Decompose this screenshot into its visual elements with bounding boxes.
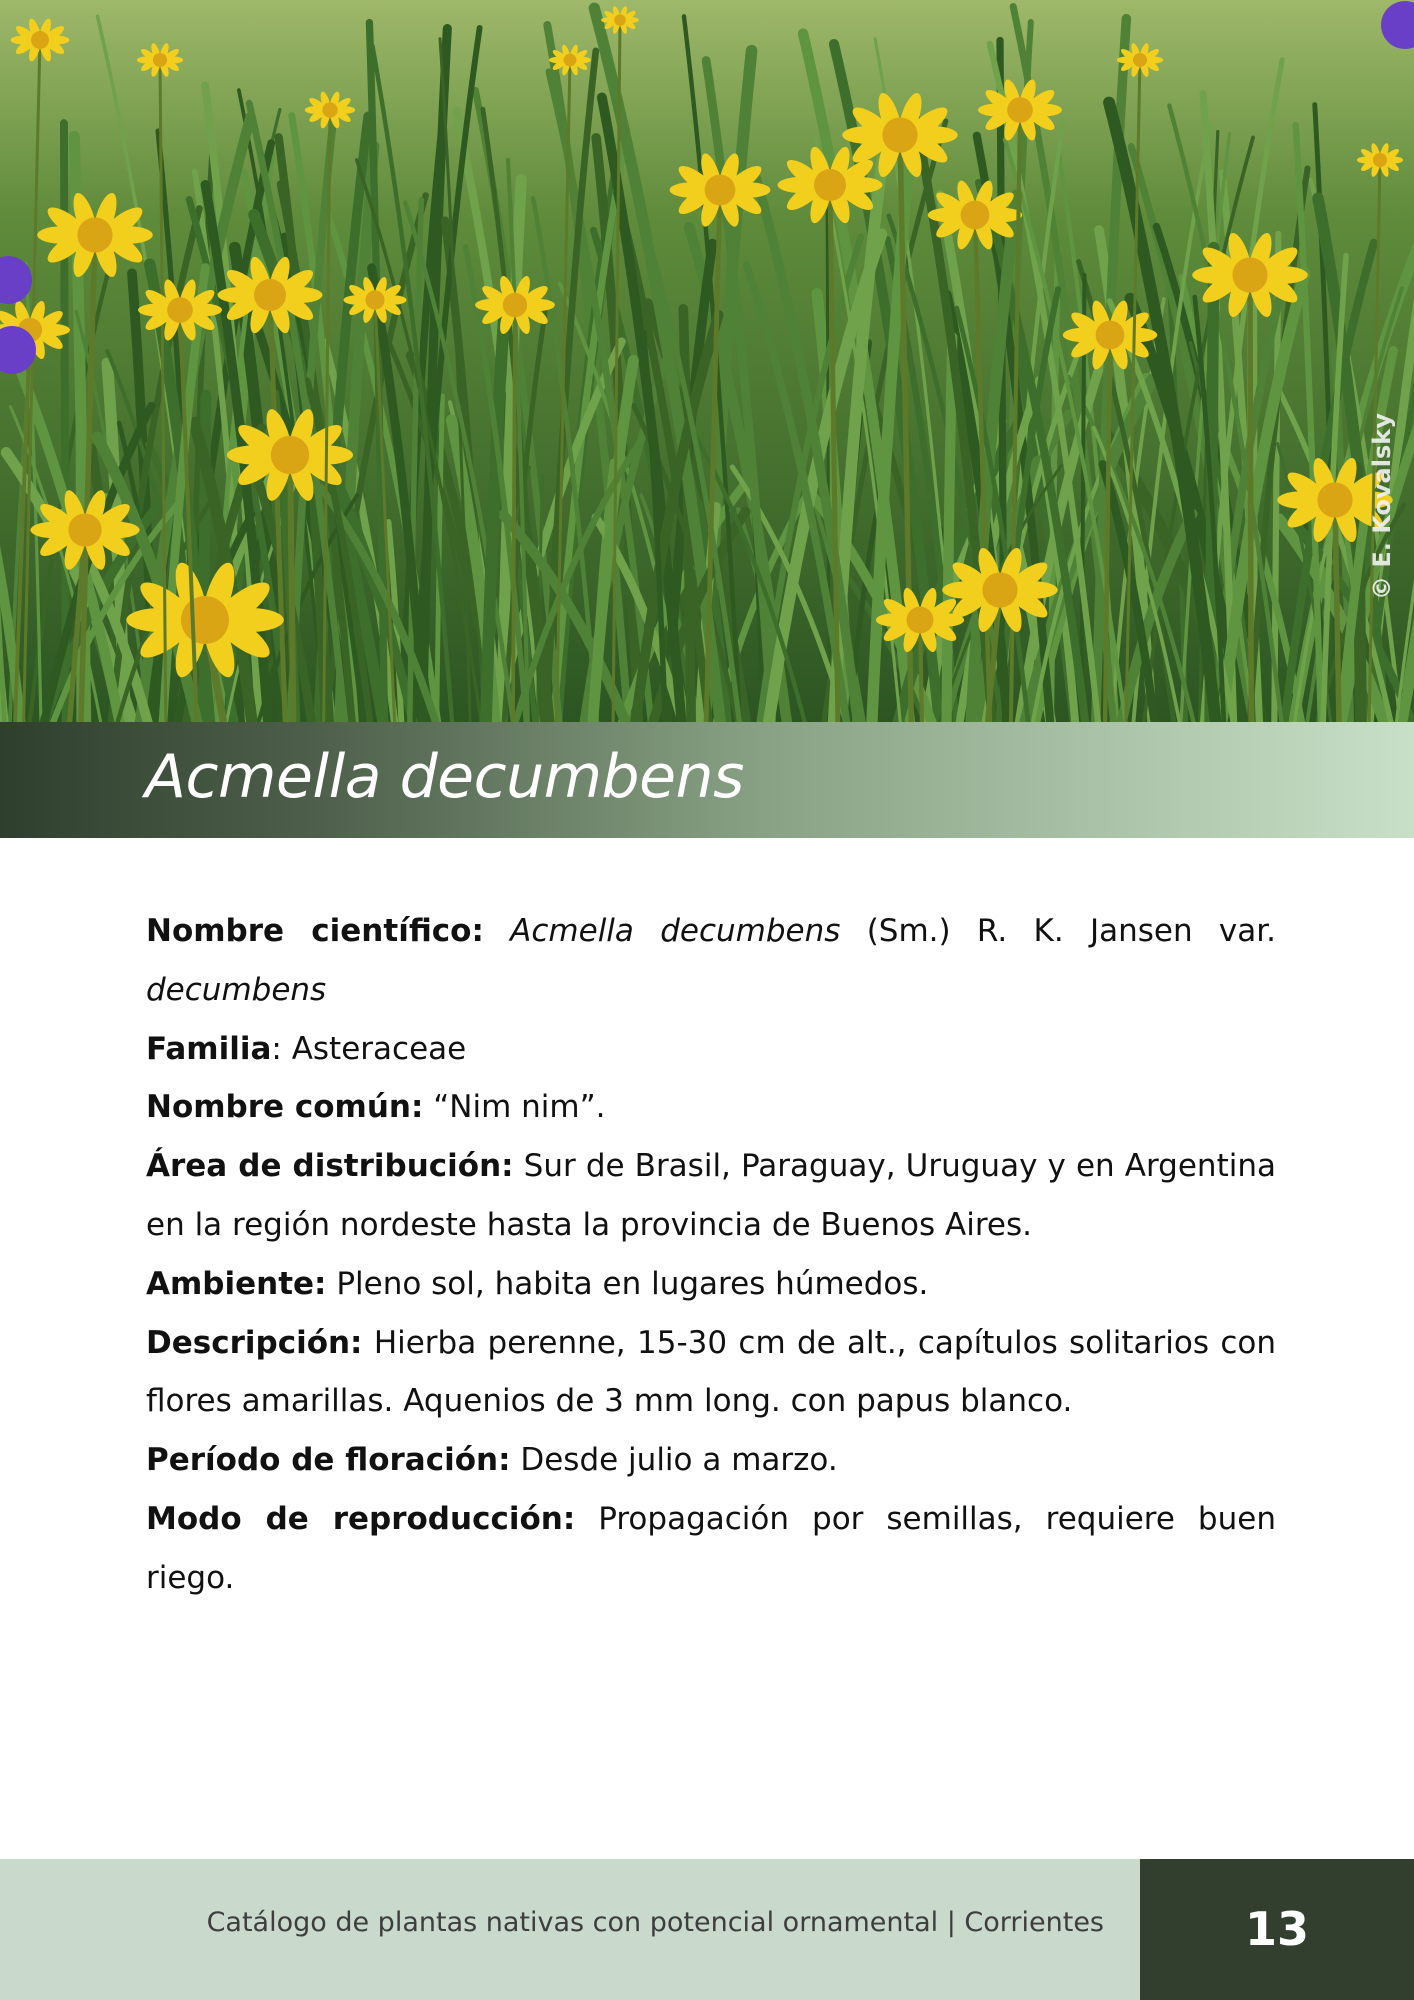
- family-line: Familia: Asteraceae: [146, 1030, 467, 1067]
- scientific-name-label: Nombre científico:: [146, 913, 484, 949]
- page-title: Acmella decumbens: [145, 742, 744, 812]
- family-value: Asteraceae: [291, 1030, 467, 1067]
- distribution-value: Sur de Brasil, Paraguay, Uruguay y en Argentina en la región nordeste hasta la provincia de Buenos Aires.: [146, 1148, 1276, 1243]
- scientific-name-variety: decumbens: [146, 971, 327, 1008]
- common-name-line: [146, 1078, 1276, 1137]
- photo-illustration: [0, 0, 1414, 722]
- description-line: [146, 1314, 1276, 1432]
- environment-label: Ambiente:: [146, 1265, 327, 1302]
- description-label: Descripción:: [146, 1324, 363, 1361]
- scientific-name-line: [146, 902, 1276, 1020]
- scientific-name-author: (Sm.) R. K. Jansen var.: [866, 913, 1277, 949]
- distribution-label: Área de distribución:: [146, 1148, 514, 1185]
- family-label: Familia: [146, 1030, 272, 1067]
- distribution-line: [146, 1137, 1276, 1255]
- reproduction-line: [146, 1490, 1276, 1608]
- photo-credit: © E. Kovalsky: [1368, 413, 1396, 600]
- plant-photo: [0, 0, 1414, 722]
- flowering-value: Desde julio a marzo.: [520, 1442, 838, 1479]
- page-number: 13: [1140, 1859, 1414, 2000]
- description-value: Hierba perenne, 15-30 cm de alt., capítulos solitarios con flores amarillas. Aquenios de 3 mm long. con papus blanco.: [146, 1324, 1277, 1420]
- reproduction-label: Modo de reproducción:: [146, 1500, 576, 1537]
- flowering-line: [146, 1431, 1276, 1490]
- common-name-value: “Nim nim”.: [433, 1089, 606, 1126]
- reproduction-value: Propagación por semillas, requiere buen riego.: [146, 1500, 1276, 1596]
- scientific-name-genus: Acmella decumbens: [510, 913, 841, 949]
- common-name-label: Nombre común:: [146, 1089, 424, 1126]
- title-band: [0, 722, 1414, 838]
- species-info: [146, 902, 1276, 1608]
- environment-value: Pleno sol, habita en lugares húmedos.: [336, 1265, 929, 1302]
- footer-text: Catálogo de plantas nativas con potencial ornamental | Corrientes: [206, 1907, 1104, 1938]
- flowering-label: Período de floración:: [146, 1442, 511, 1479]
- page-footer: [0, 1859, 1414, 2000]
- grass-blade: [947, 337, 953, 722]
- environment-line: [146, 1255, 1276, 1314]
